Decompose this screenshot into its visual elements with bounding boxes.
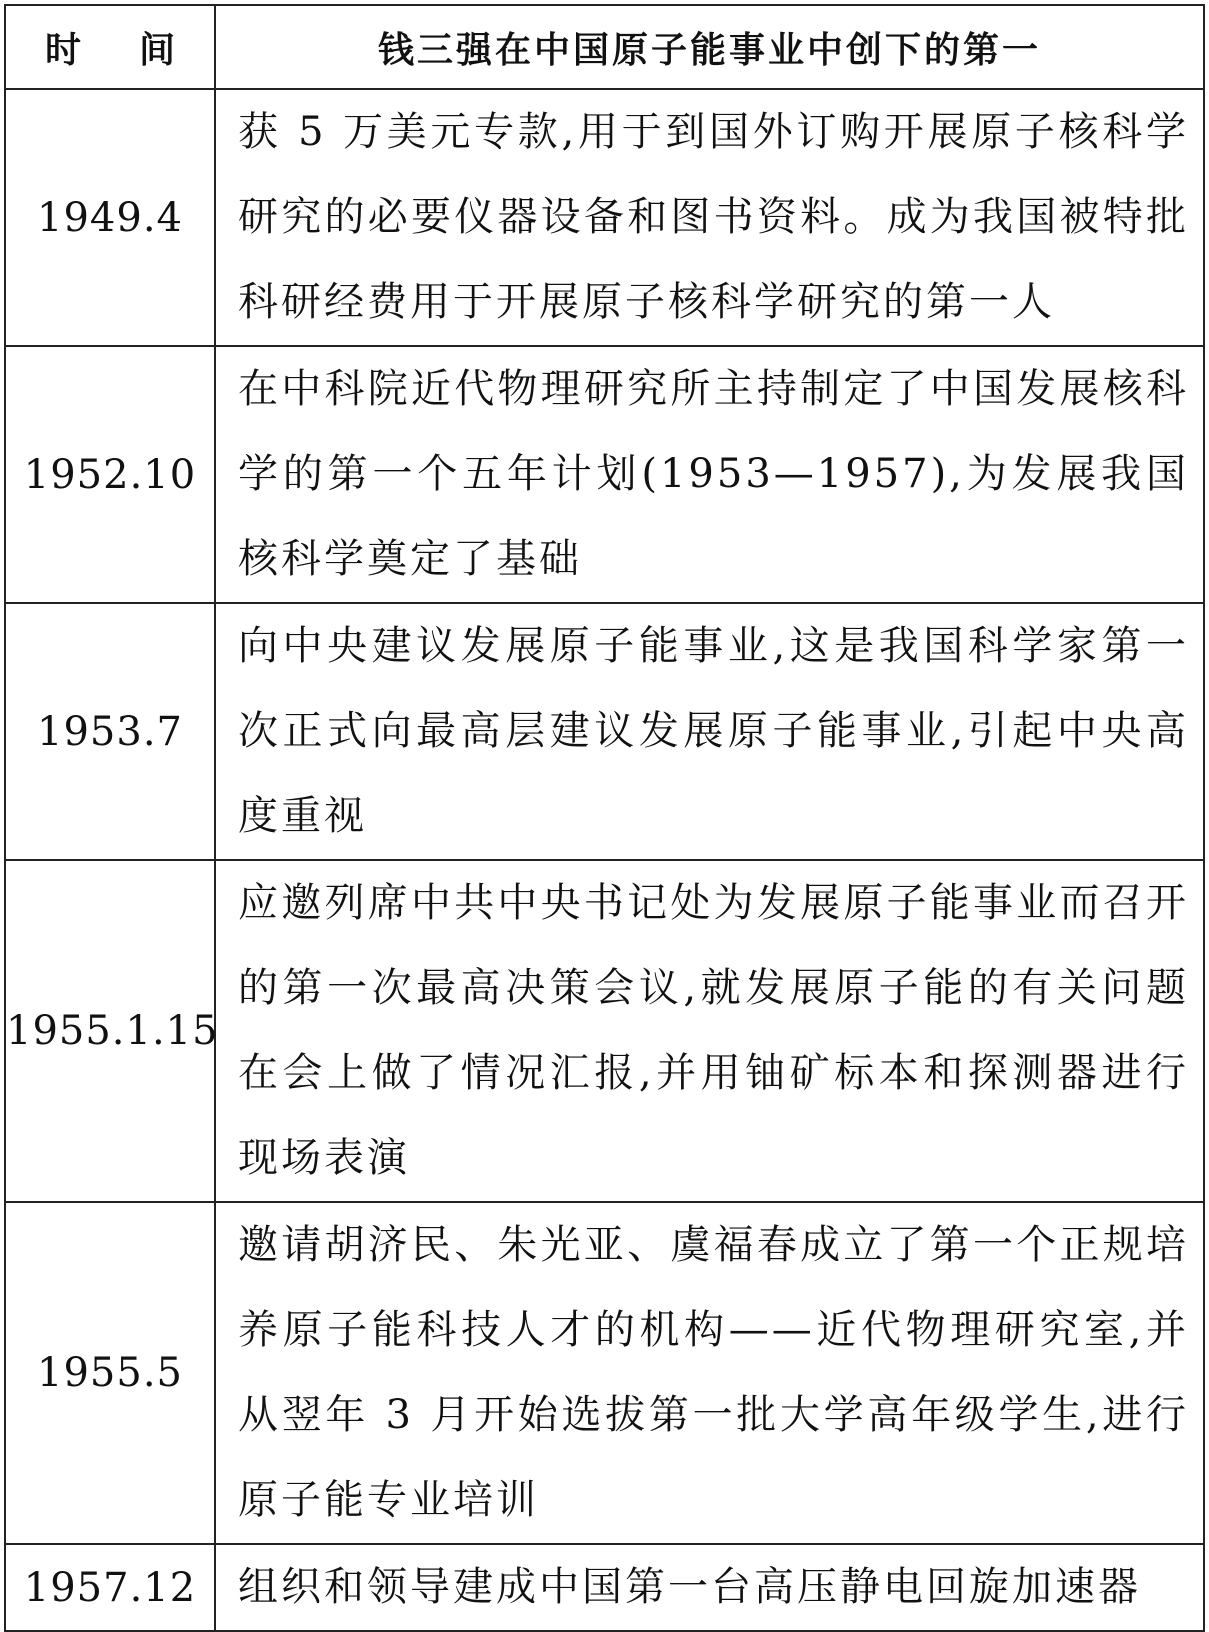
- row-date: 1949.4: [5, 89, 215, 346]
- table-header-row: [5, 5, 1204, 89]
- row-date: 1955.1.15: [5, 860, 215, 1202]
- row-date: 1952.10: [5, 346, 215, 603]
- table-row: [5, 860, 1204, 1202]
- row-description: 获 5 万美元专款,用于到国外订购开展原子核科学研究的必要仪器设备和图书资料。成为我国被特批科研经费用于开展原子核科学研究的第一人: [215, 89, 1204, 346]
- row-description: 向中央建议发展原子能事业,这是我国科学家第一次正式向最高层建议发展原子能事业,引起中央高度重视: [215, 603, 1204, 860]
- table-row: [5, 346, 1204, 603]
- row-description: 邀请胡济民、朱光亚、虞福春成立了第一个正规培养原子能科技人才的机构——近代物理研究室,并从翌年 3 月开始选拔第一批大学高年级学生,进行原子能专业培训: [215, 1202, 1204, 1544]
- row-description: 应邀列席中共中央书记处为发展原子能事业而召开的第一次最高决策会议,就发展原子能的有关问题在会上做了情况汇报,并用铀矿标本和探测器进行现场表演: [215, 860, 1204, 1202]
- table-row: [5, 1544, 1204, 1631]
- row-date: 1957.12: [5, 1544, 215, 1631]
- header-time: [5, 5, 215, 89]
- row-date: 1953.7: [5, 603, 215, 860]
- table-row: [5, 1202, 1204, 1544]
- header-time-char1: 时: [44, 29, 81, 71]
- qian-sanqiang-firsts-table: [4, 4, 1205, 1632]
- header-time-char2: 间: [139, 29, 176, 71]
- row-description: 组织和领导建成中国第一台高压静电回旋加速器: [215, 1544, 1204, 1631]
- table-row: [5, 89, 1204, 346]
- table-row: [5, 603, 1204, 860]
- row-description: 在中科院近代物理研究所主持制定了中国发展核科学的第一个五年计划(1953—1957),为发展我国核科学奠定了基础: [215, 346, 1204, 603]
- row-date: 1955.5: [5, 1202, 215, 1544]
- header-description: 钱三强在中国原子能事业中创下的第一: [215, 5, 1204, 89]
